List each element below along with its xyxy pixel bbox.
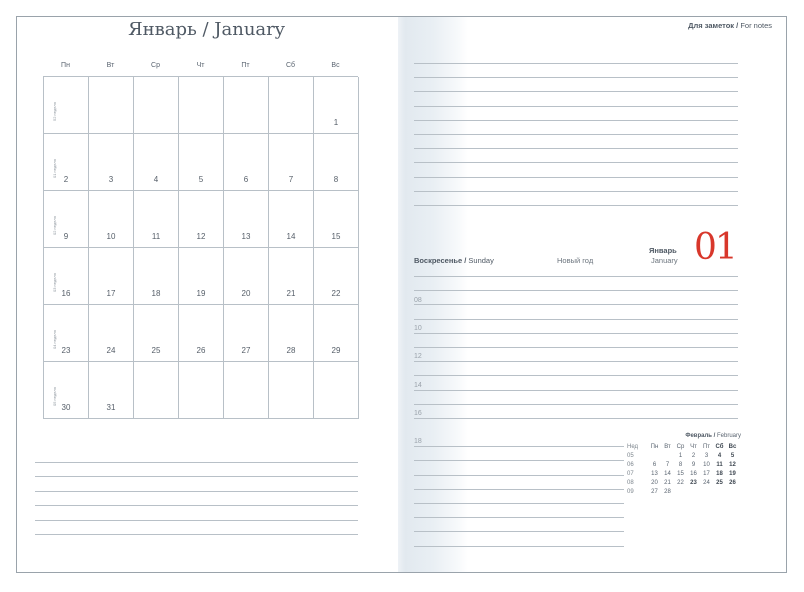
day-cell[interactable]: 5 (179, 134, 224, 191)
weekday-label: Сб (285, 62, 296, 69)
weekday-label: Чт (196, 62, 205, 69)
week-label: 03 неделя (52, 273, 57, 292)
day-of-week-label: Воскресенье / Sunday (414, 256, 494, 265)
notes-lines-left[interactable] (35, 447, 358, 535)
day-grid (43, 76, 358, 419)
day-cell[interactable]: 11 (134, 191, 179, 248)
day-cell[interactable]: 15 (314, 191, 359, 248)
week-label: 05 неделя (52, 387, 57, 406)
hour-label: 14 (414, 382, 422, 389)
month-name-ru: Январь (649, 246, 677, 255)
day-cell[interactable]: 10 (89, 191, 134, 248)
hour-label: 12 (414, 353, 422, 360)
day-cell[interactable]: 26 (179, 305, 224, 362)
day-cell[interactable]: 8 (314, 134, 359, 191)
weekday-label: Пт (241, 62, 250, 69)
day-cell[interactable]: 30 (44, 362, 89, 419)
weekday-label: Ср (151, 62, 160, 69)
hour-label: 08 (414, 297, 422, 304)
day-cell[interactable]: 31 (89, 362, 134, 419)
schedule-lines[interactable] (414, 276, 738, 419)
week-label: 01 неделя (52, 159, 57, 178)
day-cell[interactable] (134, 77, 179, 134)
day-cell[interactable]: 18 (134, 248, 179, 305)
week-label: 52 неделя (52, 102, 57, 121)
mini-calendar-february (627, 433, 741, 495)
mini-calendar-title: Февраль / February (685, 433, 741, 439)
day-cell[interactable] (89, 77, 134, 134)
day-cell[interactable] (44, 77, 89, 134)
day-cell[interactable]: 25 (134, 305, 179, 362)
hour-label: 16 (414, 410, 422, 417)
weekday-header (43, 62, 358, 76)
day-cell[interactable]: 6 (224, 134, 269, 191)
schedule-lines-lower[interactable] (414, 433, 624, 547)
day-cell[interactable]: 17 (89, 248, 134, 305)
day-cell[interactable]: 19 (179, 248, 224, 305)
day-cell[interactable]: 14 (269, 191, 314, 248)
hour-label: 10 (414, 325, 422, 332)
day-cell[interactable] (179, 362, 224, 419)
day-cell[interactable] (224, 77, 269, 134)
day-cell[interactable]: 21 (269, 248, 314, 305)
day-cell[interactable] (134, 362, 179, 419)
mini-calendar-grid: Нед Пн Вт Ср Чт Пт Сб Вс 05 1 2 3 4 5 06 6 7 8 9 10 11 12 07 13 14 15 16 17 18 19 08 20 21 22 23 24 25 26 09 27 28 (627, 444, 737, 495)
holiday-label: Новый год (557, 256, 594, 265)
day-cell[interactable] (179, 77, 224, 134)
day-cell[interactable] (314, 362, 359, 419)
weekday-label: Вс (331, 62, 340, 69)
day-cell[interactable]: 27 (224, 305, 269, 362)
week-label: 04 неделя (52, 330, 57, 349)
notes-lines-right[interactable] (414, 49, 738, 206)
day-cell[interactable]: 4 (134, 134, 179, 191)
day-cell[interactable]: 22 (314, 248, 359, 305)
day-cell[interactable]: 2 (44, 134, 89, 191)
day-cell[interactable]: 24 (89, 305, 134, 362)
week-label: 02 неделя (52, 216, 57, 235)
day-cell[interactable]: 3 (89, 134, 134, 191)
day-cell[interactable]: 28 (269, 305, 314, 362)
weekday-label: Пн (61, 62, 70, 69)
day-cell[interactable]: 16 (44, 248, 89, 305)
month-title: Январь / January (128, 19, 285, 40)
day-cell[interactable] (224, 362, 269, 419)
notes-title: Для заметок / For notes (688, 21, 772, 30)
day-cell[interactable]: 23 (44, 305, 89, 362)
day-cell[interactable] (269, 77, 314, 134)
day-number: 01 (694, 227, 736, 268)
day-cell[interactable]: 1 (314, 77, 359, 134)
month-name-en: January (651, 256, 678, 265)
day-cell[interactable]: 13 (224, 191, 269, 248)
day-cell[interactable]: 20 (224, 248, 269, 305)
day-cell[interactable] (269, 362, 314, 419)
hour-label: 18 (414, 438, 422, 445)
day-cell[interactable]: 9 (44, 191, 89, 248)
day-cell[interactable]: 7 (269, 134, 314, 191)
month-calendar (42, 62, 358, 419)
weekday-label: Вт (106, 62, 115, 69)
day-cell[interactable]: 12 (179, 191, 224, 248)
day-cell[interactable]: 29 (314, 305, 359, 362)
